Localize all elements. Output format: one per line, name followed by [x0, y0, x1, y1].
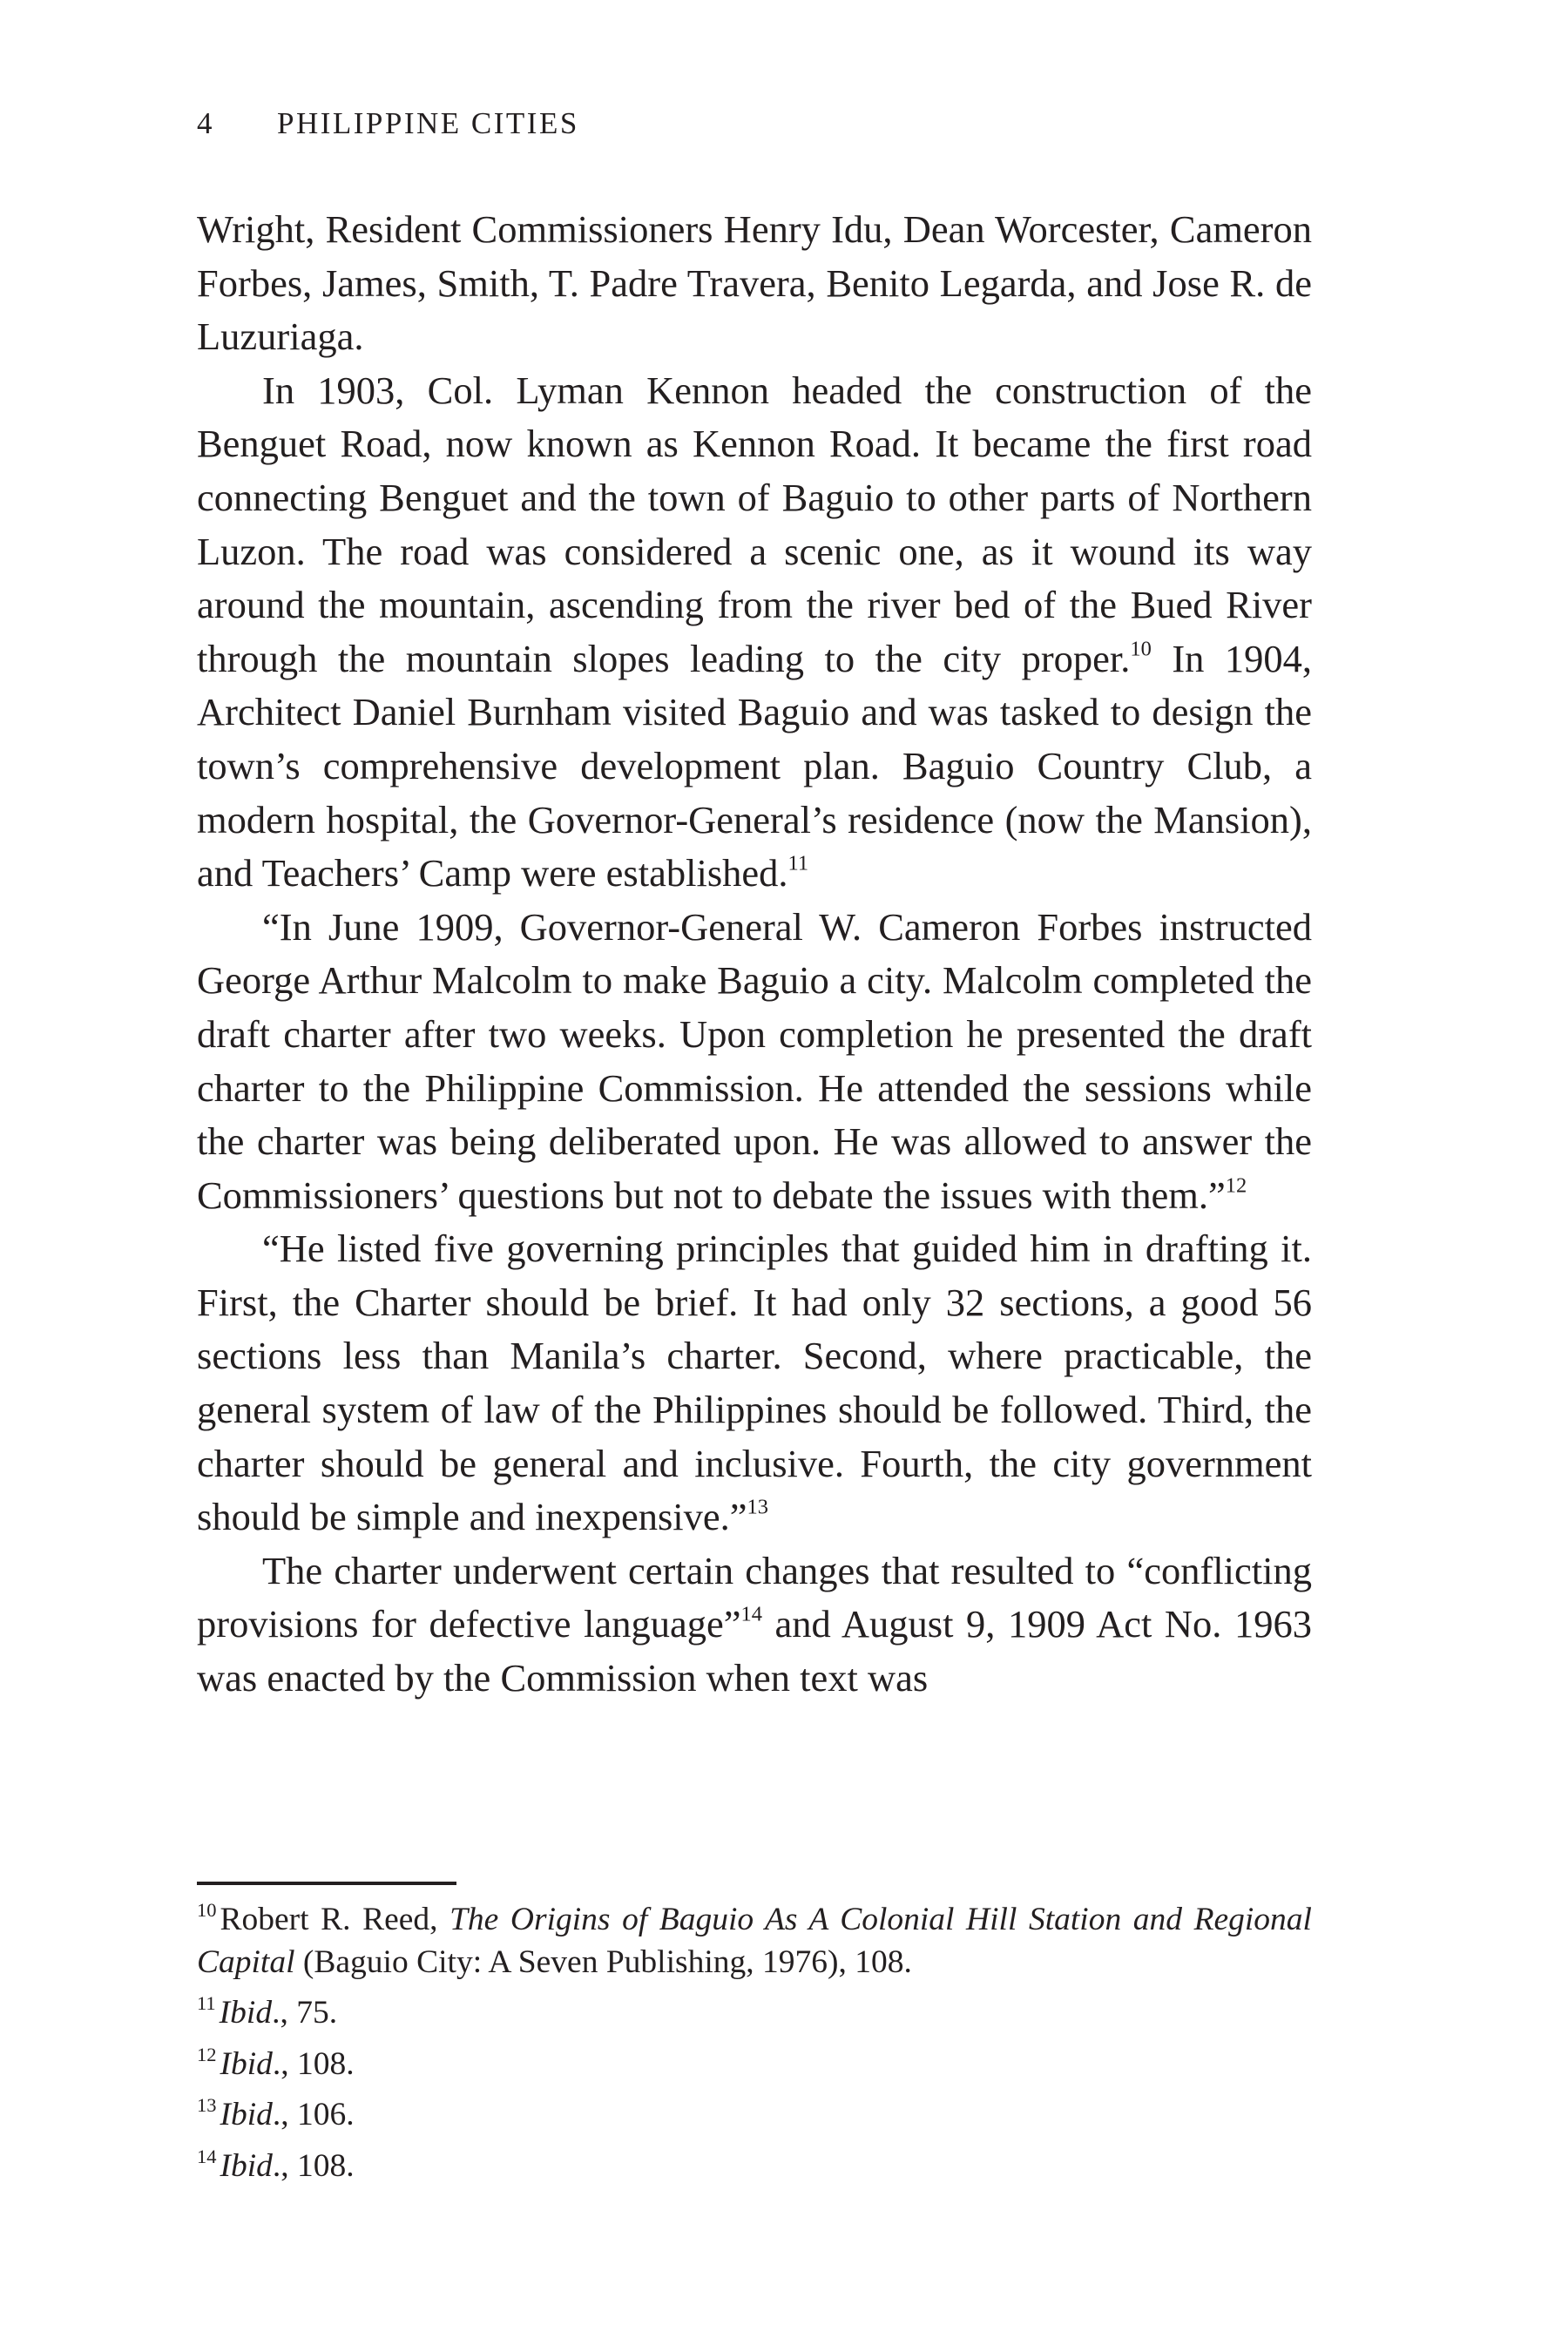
- paragraph-5-text-a: The charter underwent certain changes that resulted to “conflicting provisions for defective language”: [197, 1548, 1312, 1646]
- footnote-book-title: The Origins of Baguio As A Colonial Hill Station and Regional Capital: [197, 1902, 1312, 1980]
- footnote-ibid: Ibid: [220, 2147, 273, 2184]
- page-number: 4: [197, 106, 213, 140]
- footnote-citation: ., 75.: [272, 1995, 338, 2031]
- footnote-citation: (Baguio City: A Seven Publishing, 1976), 108.: [294, 1943, 912, 1980]
- footnote-11: [197, 1992, 1312, 2035]
- paragraph-2-text-a: In 1903, Col. Lyman Kennon headed the construction of the Benguet Road, now known as Kennon Road. It became the first road connecting Benguet and the town of Baguio to other parts of Northern Luzon. The road was considered a scenic one, as it wound its way around the mountain, ascending from the river bed of the Bued River through the mountain slopes leading to the city proper.: [197, 368, 1312, 680]
- footnotes: [197, 1899, 1312, 2196]
- footnote-number: 13: [197, 2094, 217, 2117]
- paragraph-3-text: “In June 1909, Governor-General W. Cameron Forbes instructed George Arthur Malcolm to make Baguio a city. Malcolm completed the draft charter after two weeks. Upon completion he presented the draft charter to the Philippine Commission. He attended the sessions while the charter was being deliberated upon. He was allowed to answer the Commissioners’ questions but not to debate the issues with them.”: [197, 904, 1312, 1217]
- footnote-number: 12: [197, 2043, 217, 2065]
- body-text: [197, 203, 1312, 1706]
- footnote-ref-14: 14: [740, 1603, 762, 1627]
- footnote-divider: [197, 1882, 456, 1885]
- footnote-14: [197, 2146, 1312, 2188]
- footnote-author: Robert R. Reed,: [220, 1902, 450, 1937]
- paragraph-2: [197, 364, 1312, 901]
- footnote-number: 10: [197, 1899, 217, 1922]
- footnote-number: 11: [197, 1992, 216, 2015]
- running-title: PHILIPPINE CITIES: [277, 106, 579, 140]
- footnote-ibid: Ibid: [220, 2097, 273, 2132]
- paragraph-2-text-b: In 1904, Architect Daniel Burnham visited Baguio and was tasked to design the town’s comprehensive development plan. Baguio Country Club, a modern hospital, the Governor-General’s residence (now the Mansion), and Teachers’ Camp were established.: [197, 636, 1312, 896]
- footnote-ref-12: 12: [1225, 1173, 1247, 1198]
- footnote-ref-10: 10: [1130, 637, 1152, 661]
- footnote-13: [197, 2094, 1312, 2137]
- footnote-ref-13: 13: [747, 1495, 768, 1519]
- paragraph-3: [197, 901, 1312, 1223]
- running-head: [197, 105, 579, 143]
- footnote-citation: ., 106.: [272, 2097, 355, 2132]
- paragraph-5-text-b: and August 9, 1909 Act No. 1963 was enacted by the Commission when text was: [197, 1602, 1312, 1700]
- paragraph-5: [197, 1544, 1312, 1706]
- footnote-10: [197, 1899, 1312, 1984]
- paragraph-4: [197, 1222, 1312, 1544]
- footnote-ibid: Ibid: [219, 1995, 273, 2031]
- paragraph-1: Wright, Resident Commissioners Henry Idu, Dean Worcester, Cameron Forbes, James, Smith, T. Padre Travera, Benito Legarda, and Jose R. de Luzuriaga.: [197, 207, 1312, 359]
- footnote-number: 14: [197, 2145, 217, 2167]
- footnote-ref-11: 11: [787, 851, 809, 875]
- footnote-citation: ., 108.: [272, 2045, 355, 2082]
- footnote-ibid: Ibid: [220, 2045, 273, 2082]
- paragraph-4-text: “He listed five governing principles that guided him in drafting it. First, the Charter should be brief. It had only 32 sections, a good 56 sections less than Manila’s charter. Second, where practicable, the general system of law of the Philippines should be followed. Third, the charter should be general and inclusive. Fourth, the city government should be simple and inexpensive.”: [197, 1227, 1312, 1539]
- footnote-12: [197, 2044, 1312, 2086]
- footnote-citation: ., 108.: [272, 2147, 355, 2184]
